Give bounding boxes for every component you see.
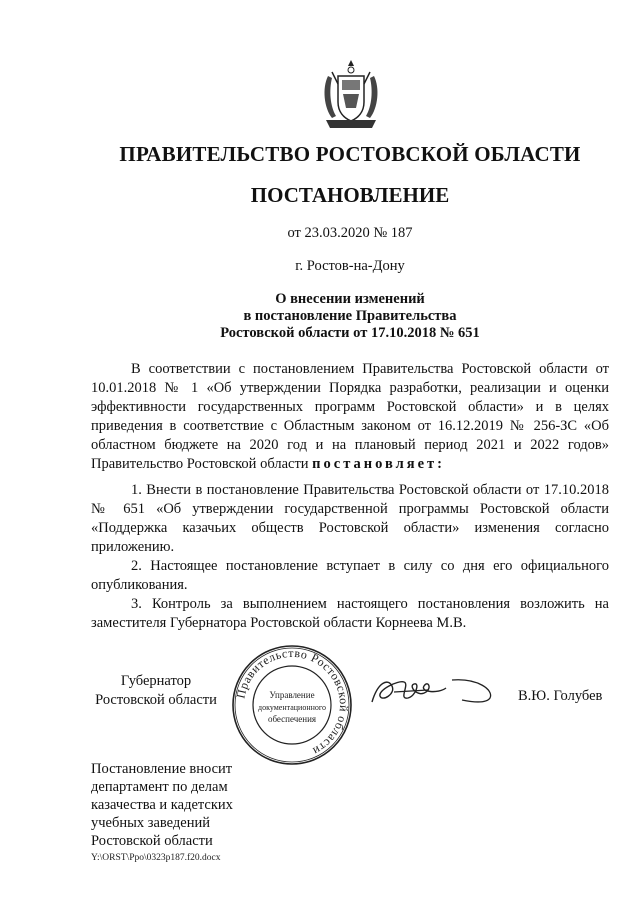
document-type: ПОСТАНОВЛЕНИЕ: [250, 183, 450, 207]
subject-line: О внесении изменений: [275, 291, 425, 307]
stamp-ring-text: Правительство Ростовской области: [233, 645, 352, 759]
decree-item: 1. Внести в постановление Правительства Ростовской области от 17.10.2018 № 651 «Об утверждении государственной программы Ростовской области «Поддержка казачьих обществ Ростовской области» изменения согласно приложению.: [91, 482, 609, 555]
signer-title-line: Губернатор: [120, 673, 192, 689]
stamp-center-text: документационного: [258, 703, 326, 712]
introduced-by: [91, 760, 271, 850]
signer-name: В.Ю. Голубев: [518, 688, 603, 704]
government-title: ПРАВИТЕЛЬСТВО РОСТОВСКОЙ ОБЛАСТИ: [119, 142, 581, 166]
subject-line: в постановление Правительства: [243, 308, 457, 324]
coat-of-arms-icon: [318, 58, 384, 132]
subject-line: Ростовской области от 17.10.2018 № 651: [220, 325, 480, 341]
decree-items: [91, 481, 609, 633]
document-city: г. Ростов-на-Дону: [295, 258, 405, 274]
file-path: Y:\ORST\Ppo\0323p187.f20.docx: [91, 853, 221, 863]
official-stamp: [230, 643, 354, 767]
introduced-by-line: Постановление вносит: [91, 761, 233, 777]
decree-word: постановляет:: [312, 456, 446, 472]
document-subject: [0, 291, 640, 342]
stamp-center-text: обеспечения: [267, 714, 317, 724]
preamble: [91, 360, 609, 474]
introduced-by-line: казачества и кадетских: [91, 797, 233, 813]
introduced-by-line: Ростовской области: [91, 833, 213, 849]
document-date-number: от 23.03.2020 № 187: [287, 225, 413, 241]
introduced-by-line: департамент по делам: [91, 779, 228, 795]
decree-item: 3. Контроль за выполнением настоящего постановления возложить на заместителя Губернатора Ростовской области Корнеева М.В.: [91, 596, 609, 631]
preamble-text: В соответствии с постановлением Правительства Ростовской области от 10.01.2018 № 1 «Об утверждении Порядка разработки, реализации и оценки эффективности государственных программ Ростовской области» и в целях приведения в соответствие с Областным законом от 16.12.2019 № 256-ЗС «Об областном бюджете на 2020 год и на плановый период 2021 и 2022 годов» Правительство Ростовской области: [91, 361, 609, 472]
signer-title-line: Ростовской области: [95, 692, 217, 708]
stamp-center-text: Управление: [269, 690, 315, 700]
preamble-paragraph: [91, 360, 609, 474]
decree-item: 2. Настоящее постановление вступает в силу со дня его официального опубликования.: [91, 558, 609, 593]
handwritten-signature: [368, 672, 498, 712]
signer-title: [91, 672, 221, 710]
introduced-by-line: учебных заведений: [91, 815, 210, 831]
